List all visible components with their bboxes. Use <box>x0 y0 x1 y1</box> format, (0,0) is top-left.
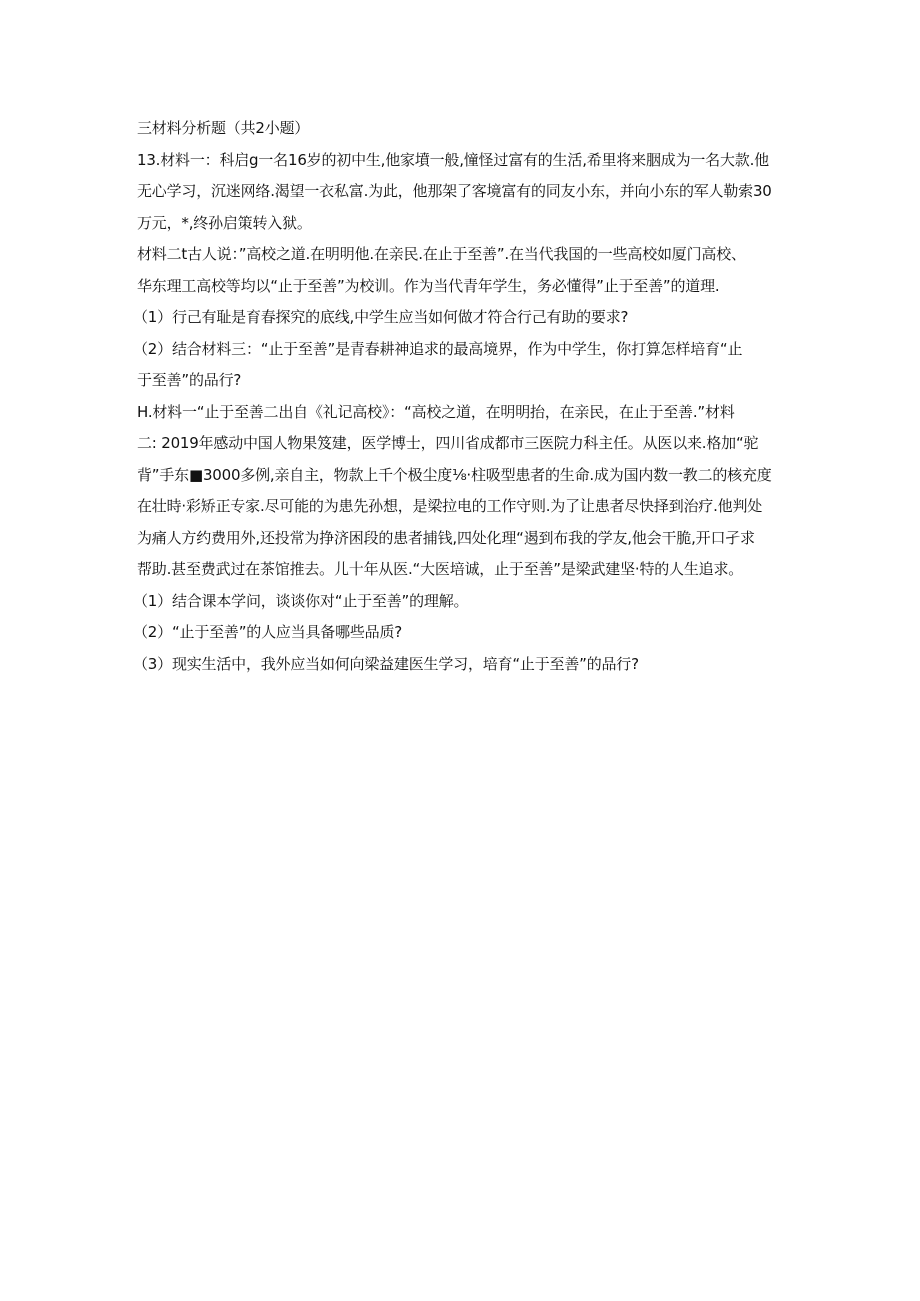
q14-subquestion-3: （3）现实生活中，我外应当如何向梁益建医生学习，培育“止于至善”的品行? <box>133 654 639 673</box>
q14-line-4: 在壮時·彩矫正专家.尽可能的为患先孙想，是梁拉电的工作守则.为了让患者尽快择到治疗.他判处 <box>137 497 763 515</box>
q14-line-1: H.材料一“止于至善二出自《礼记高校》：“高校之道，在明明抬，在亲民，在止于至善.”材料 <box>137 402 735 421</box>
q13-line-2: 无心学习，沉迷网络.渴望一衣私富.为此，他那架了客境富有的同友小东，并向小东的军人勒索30 <box>137 182 772 200</box>
q13-line-4: 材料二t古人说：”高校之道.在明明他.在亲民.在止于至善”.在当代我国的一些高校如厦门高校、 <box>137 245 746 263</box>
q13-line-3: 万元，*,终孙启策转入狱。 <box>137 213 312 232</box>
q13-subquestion-2-line-1: （2）结合材料三：“止于至善”是青春耕神追求的最高境界，作为中学生，你打算怎样培育“止 <box>133 339 743 358</box>
q14-line-2: 二: 2019年感动中国人物果笈建，医学博士，四川省成都市三医院力科主任。从医以来.格加“驼 <box>137 434 759 452</box>
q13-line-5: 华东理工高校等均以“止于至善”为校训。作为当代青年学生，务必懂得”止于至善”的道理. <box>137 276 720 295</box>
document-content <box>133 113 787 680</box>
q14-line-5: 为痛人方约费用外,还投常为挣济困段的患者捕钱,四处化理“遏到布我的学友,他会干脆,开口孑求 <box>137 528 755 547</box>
q14-subquestion-2: （2）“止于至善”的人应当具备哪些品质? <box>133 623 403 641</box>
q14-subquestion-1: （1）结合课本学问，谈谈你对“止于至善”的理解。 <box>133 591 469 610</box>
q13-subquestion-1: （1）行己有耻是育春探究的底线,中学生应当如何做才符合行己有助的要求? <box>133 308 629 326</box>
q13-subquestion-2-line-2: 于至善”的品行? <box>137 371 242 389</box>
q14-line-3: 背”手东■3000多例,亲自主，物款上千个极尘度⅛·柱吸型患者的生命.成为国内数一教二的核充度 <box>137 465 772 484</box>
q14-line-6: 帮助.甚至费武过在茶馆推去。儿十年从医.“大医培诚，止于至善”是梁武建坚·特的人生追求。 <box>137 560 744 578</box>
section-title: 三材料分析题（共2小题） <box>137 119 310 137</box>
q13-line-1: 13.材料一：科启g一名16岁的初中生,他家墳一般,憧怪过富有的生活,希里将来胭成为一名大款.他 <box>137 150 769 169</box>
